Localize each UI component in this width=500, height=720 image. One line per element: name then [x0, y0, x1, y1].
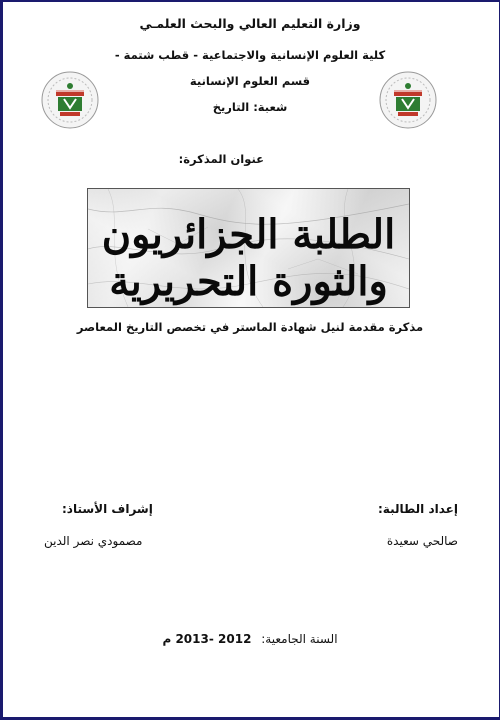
prepared-by-label: إعداد الطالبة:: [378, 502, 458, 516]
academic-year: [0, 632, 500, 646]
academic-year-label: السنة الجامعية:: [261, 632, 338, 646]
memo-title-label: عنوان المذكرة:: [178, 152, 264, 166]
supervisor-name: مصمودي نصر الدين: [44, 534, 143, 548]
thesis-subtitle: مذكرة مقدمة لنيل شهادة الماستر في تخصص التاريخ المعاصر: [76, 320, 424, 334]
supervisor-label: إشراف الأستاذ:: [62, 502, 153, 516]
academic-year-value: 2012 -2013 م: [162, 632, 252, 646]
ministry-name: وزارة التعليم العالي والبحث العلمـي: [139, 16, 361, 31]
branch-name: شعبة: التاريخ: [212, 100, 288, 114]
student-name: صالحي سعيدة: [386, 534, 458, 548]
department-name: قسم العلوم الإنسانية: [189, 74, 311, 88]
title-box: [87, 188, 410, 308]
thesis-title: الطلبة الجزائريون والثورة التحريرية: [101, 211, 396, 305]
faculty-name: كلية العلوم الإنسانية والاجتماعية - قطب شتمة -: [114, 48, 386, 62]
